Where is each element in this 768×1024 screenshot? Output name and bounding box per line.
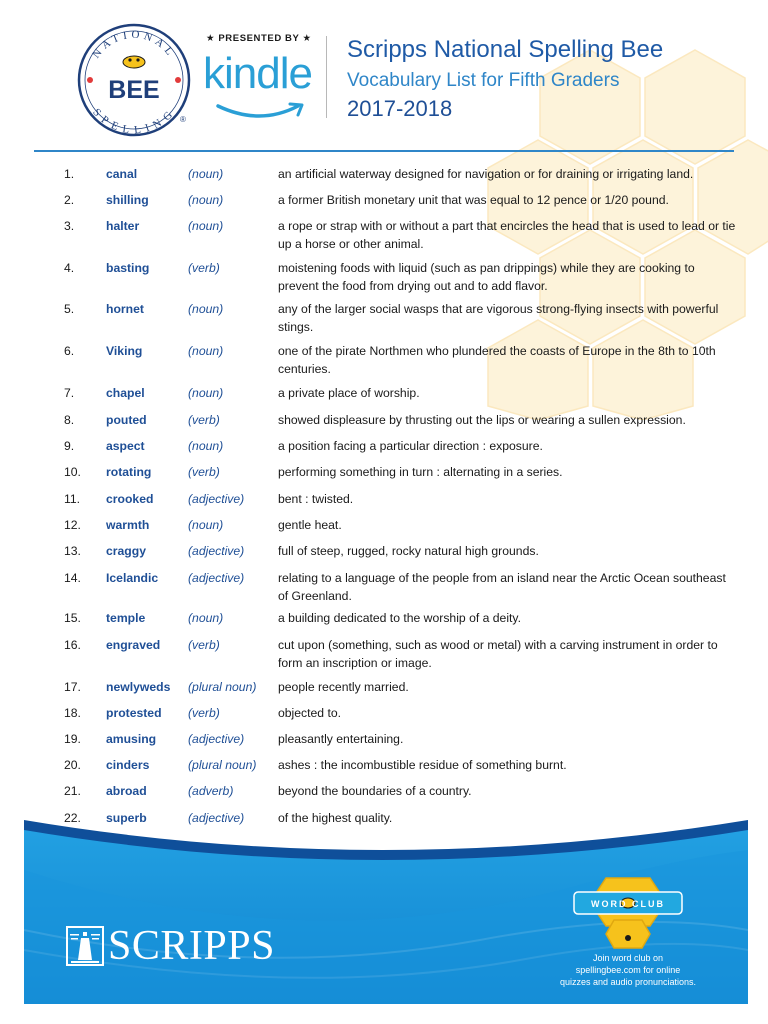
vocab-part-of-speech: (noun) [188, 193, 224, 207]
vocab-part-of-speech: (noun) [188, 302, 224, 316]
vocab-part-of-speech: (adjective) [188, 811, 245, 825]
vocab-part-of-speech: (adjective) [188, 492, 245, 506]
vocab-part-of-speech: (adverb) [188, 784, 234, 798]
vocab-definition: an artificial waterway designed for navigation or for draining or irrigating land. [278, 167, 694, 181]
svg-text:SPELLING: SPELLING [90, 106, 178, 137]
vocab-number: 3. [64, 219, 75, 233]
svg-text:NATIONAL: NATIONAL [90, 28, 178, 61]
vocab-word: craggy [106, 544, 146, 558]
header-divider [326, 36, 327, 118]
vocab-word: warmth [106, 518, 150, 532]
presented-by-label: ★ PRESENTED BY ★ [206, 33, 312, 44]
vocab-word: Icelandic [106, 571, 159, 585]
vocab-number: 6. [64, 344, 75, 358]
vocab-number: 17. [64, 680, 81, 694]
vocab-word: superb [106, 811, 147, 825]
vocab-part-of-speech: (verb) [188, 706, 220, 720]
vocab-number: 12. [64, 518, 81, 532]
scripps-lighthouse-icon [66, 926, 104, 966]
vocab-number: 13. [64, 544, 81, 558]
word-club-badge [570, 876, 686, 952]
vocab-word: aspect [106, 439, 145, 453]
vocab-word: shilling [106, 193, 149, 207]
vocab-definition: relating to a language of the people from an island near the Arctic Ocean southeast of Greenland. [278, 571, 726, 603]
vocab-definition: bent : twisted. [278, 492, 354, 506]
vocab-number: 4. [64, 261, 75, 275]
vocab-definition: a former British monetary unit that was equal to 12 pence or 1/20 pound. [278, 193, 669, 207]
vocab-part-of-speech: (plural noun) [188, 680, 257, 694]
vocab-word: engraved [106, 638, 161, 652]
vocab-definition: any of the larger social wasps that are vigorous strong-flying insects with powerful stings. [278, 302, 719, 334]
word-club-promo-text [528, 952, 728, 988]
vocab-part-of-speech: (noun) [188, 439, 224, 453]
vocab-part-of-speech: (verb) [188, 261, 220, 275]
vocab-definition: one of the pirate Northmen who plundered the coasts of Europe in the 8th to 10th centuries. [278, 344, 716, 376]
vocab-definition: a private place of worship. [278, 386, 420, 400]
vocab-part-of-speech: (verb) [188, 638, 220, 652]
vocab-definition: objected to. [278, 706, 342, 720]
vocab-word: newlyweds [106, 680, 171, 694]
school-year: 2017-2018 [347, 96, 453, 121]
vocab-definition: a rope or strap with or without a part that encircles the head that is used to lead or tie up a horse or other animal. [278, 219, 736, 251]
svg-text:WORD CLUB: WORD CLUB [591, 899, 665, 909]
vocab-part-of-speech: (noun) [188, 167, 224, 181]
vocab-number: 20. [64, 758, 81, 772]
vocab-definition: showed displeasure by thrusting out the lips or wearing a sullen expression. [278, 413, 686, 427]
vocab-definition: a position facing a particular direction : exposure. [278, 439, 543, 453]
vocab-number: 15. [64, 611, 81, 625]
vocab-part-of-speech: (verb) [188, 465, 220, 479]
vocab-number: 18. [64, 706, 81, 720]
scripps-logo [66, 924, 275, 968]
amazon-smile-icon [214, 100, 306, 122]
vocab-word: hornet [106, 302, 144, 316]
vocab-definition: full of steep, rugged, rocky natural high grounds. [278, 544, 539, 558]
vocab-definition: of the highest quality. [278, 811, 393, 825]
vocab-number: 21. [64, 784, 81, 798]
vocab-definition: cut upon (something, such as wood or metal) with a carving instrument in order to form an inscription or image. [278, 638, 718, 670]
scripps-wordmark: SCRIPPS [108, 923, 275, 969]
vocab-definition: moistening foods with liquid (such as pan drippings) while they are cooking to prevent the food from drying out and to add flavor. [278, 261, 695, 293]
page-title: Scripps National Spelling Bee [347, 36, 664, 63]
vocab-part-of-speech: (verb) [188, 413, 220, 427]
vocab-number: 16. [64, 638, 81, 652]
vocab-word: crooked [106, 492, 154, 506]
vocab-word: rotating [106, 465, 152, 479]
vocab-number: 19. [64, 732, 81, 746]
vocab-part-of-speech: (noun) [188, 219, 224, 233]
vocab-definition: beyond the boundaries of a country. [278, 784, 472, 798]
vocab-part-of-speech: (noun) [188, 386, 224, 400]
vocab-number: 14. [64, 571, 81, 585]
page-subtitle: Vocabulary List for Fifth Graders [347, 70, 620, 91]
vocab-word: temple [106, 611, 146, 625]
vocab-number: 1. [64, 167, 75, 181]
vocab-word: protested [106, 706, 162, 720]
vocab-word: chapel [106, 386, 145, 400]
vocab-number: 9. [64, 439, 75, 453]
vocab-word: abroad [106, 784, 147, 798]
header-rule [34, 150, 734, 152]
vocab-part-of-speech: (adjective) [188, 571, 245, 585]
vocab-part-of-speech: (adjective) [188, 544, 245, 558]
vocab-word: halter [106, 219, 140, 233]
vocab-part-of-speech: (adjective) [188, 732, 245, 746]
vocab-part-of-speech: (noun) [188, 611, 224, 625]
vocab-number: 2. [64, 193, 75, 207]
vocab-definition: ashes : the incombustible residue of something burnt. [278, 758, 567, 772]
vocab-definition: a building dedicated to the worship of a deity. [278, 611, 522, 625]
vocab-number: 11. [64, 492, 81, 506]
vocab-part-of-speech: (plural noun) [188, 758, 257, 772]
promo-line: spellingbee.com for online [575, 965, 681, 975]
vocab-definition: pleasantly entertaining. [278, 732, 404, 746]
vocab-word: canal [106, 167, 138, 181]
vocab-number: 10. [64, 465, 81, 479]
vocab-definition: performing something in turn : alternating in a series. [278, 465, 563, 479]
vocab-word: basting [106, 261, 150, 275]
vocab-word: Viking [106, 344, 143, 358]
vocab-definition: gentle heat. [278, 518, 342, 532]
vocab-definition: people recently married. [278, 680, 409, 694]
svg-text:BEE: BEE [108, 76, 160, 104]
promo-line: quizzes and audio pronunciations. [559, 977, 697, 987]
spelling-bee-seal-logo [76, 22, 192, 138]
svg-text:®: ® [180, 115, 186, 124]
vocab-word: pouted [106, 413, 147, 427]
vocab-number: 22. [64, 811, 81, 825]
vocab-number: 5. [64, 302, 75, 316]
vocab-number: 8. [64, 413, 75, 427]
kindle-logo: kindle [203, 49, 312, 98]
vocab-word: amusing [106, 732, 157, 746]
vocab-part-of-speech: (noun) [188, 344, 224, 358]
promo-line: Join word club on [592, 953, 664, 963]
vocab-word: cinders [106, 758, 150, 772]
vocab-number: 7. [64, 386, 75, 400]
vocab-part-of-speech: (noun) [188, 518, 224, 532]
